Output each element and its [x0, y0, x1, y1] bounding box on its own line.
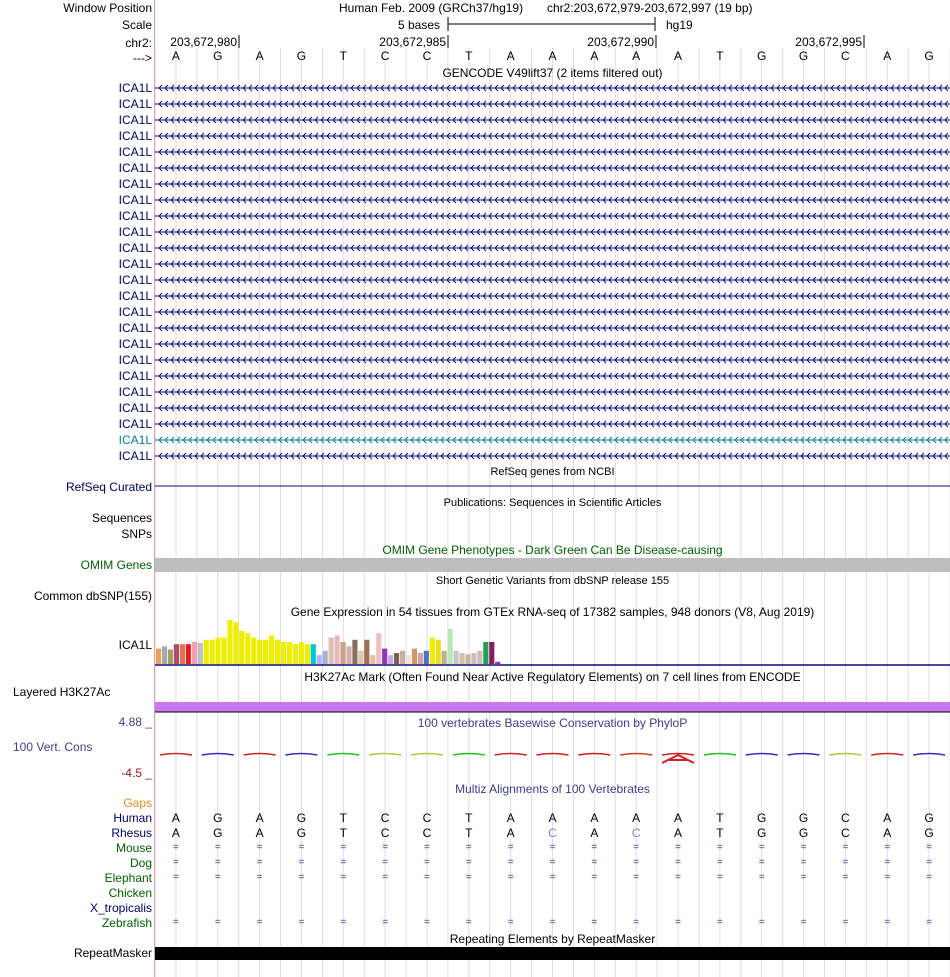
align-base: =: [758, 872, 765, 883]
align-base: =: [758, 842, 765, 853]
align-base: G: [213, 826, 223, 840]
align-base: =: [716, 872, 723, 883]
base-3: G: [296, 49, 307, 63]
align-base: C: [631, 826, 641, 840]
species-label-rhesus[interactable]: Rhesus: [111, 826, 152, 840]
gencode-item-label[interactable]: ICA1L: [118, 257, 152, 271]
align-base: =: [884, 857, 891, 868]
align-base: =: [172, 842, 179, 853]
omim-label[interactable]: OMIM Genes: [80, 558, 152, 572]
omim-band[interactable]: [155, 558, 950, 572]
align-base: C: [841, 826, 850, 840]
align-base: =: [172, 917, 179, 928]
base-10: A: [590, 49, 599, 63]
align-base: =: [716, 842, 723, 853]
scale-text: 5 bases: [398, 18, 441, 32]
species-label-mouse[interactable]: Mouse: [115, 841, 152, 855]
gtex-bar[interactable]: [430, 638, 435, 664]
gencode-item-label[interactable]: ICA1L: [118, 113, 152, 127]
align-base: =: [633, 872, 640, 883]
base-0: A: [171, 49, 180, 63]
align-base: =: [214, 872, 221, 883]
base-13: T: [716, 49, 724, 63]
gencode-item-label[interactable]: ICA1L: [118, 161, 152, 175]
align-base: =: [549, 872, 556, 883]
species-label-zebrafish[interactable]: Zebrafish: [101, 916, 152, 930]
gencode-item-label[interactable]: ICA1L: [118, 81, 152, 95]
align-base: =: [926, 917, 932, 928]
align-base: =: [675, 917, 681, 928]
align-base: =: [675, 857, 681, 868]
align-base: =: [298, 872, 305, 883]
gencode-item-label[interactable]: ICA1L: [118, 369, 152, 383]
gencode-item-label[interactable]: ICA1L: [118, 337, 152, 351]
pubs-track-title[interactable]: Publications: Sequences in Scientific Articles: [443, 497, 662, 509]
align-base: =: [884, 872, 891, 883]
gtex-bar[interactable]: [216, 638, 221, 664]
gencode-item-label[interactable]: ICA1L: [118, 145, 152, 159]
gtex-bar[interactable]: [394, 653, 399, 664]
rmsk-track-title[interactable]: Repeating Elements by RepeatMasker: [449, 932, 656, 946]
position-tick-label: 203,672,985: [379, 35, 446, 49]
gtex-bar[interactable]: [477, 651, 482, 664]
align-base: =: [633, 857, 640, 868]
align-base: A: [632, 811, 641, 825]
align-base: =: [800, 842, 807, 853]
align-base: =: [591, 842, 598, 853]
align-base: C: [422, 811, 432, 825]
gencode-item-label[interactable]: ICA1L: [118, 241, 152, 255]
align-base: G: [924, 826, 934, 840]
align-base: =: [424, 857, 430, 868]
gtex-bar[interactable]: [400, 651, 405, 664]
align-base: =: [424, 842, 430, 853]
align-base: =: [800, 857, 807, 868]
h3k27ac-signal[interactable]: [155, 702, 950, 712]
gencode-item-label[interactable]: ICA1L: [118, 193, 152, 207]
gtex-bar[interactable]: [454, 651, 459, 664]
align-base: =: [926, 842, 932, 853]
gtex-bar[interactable]: [388, 655, 393, 664]
align-base: =: [884, 917, 891, 928]
align-base: A: [506, 811, 515, 825]
gtex-bar[interactable]: [156, 649, 161, 664]
assembly-title: Human Feb. 2009 (GRCh37/hg19): [339, 1, 524, 15]
align-base: =: [256, 872, 263, 883]
gtex-bar[interactable]: [317, 655, 322, 664]
gtex-bar[interactable]: [287, 642, 292, 664]
species-label-dog[interactable]: Dog: [129, 856, 152, 870]
align-base: T: [716, 811, 724, 825]
base-12: A: [674, 49, 683, 63]
cons-track-title[interactable]: 100 vertebrates Basewise Conservation by PhyloP: [417, 716, 688, 730]
align-base: T: [465, 826, 473, 840]
sequences-label: Sequences: [91, 511, 152, 525]
gaps-label: Gaps: [123, 796, 152, 810]
gtex-bar[interactable]: [174, 644, 179, 664]
align-base: =: [758, 857, 765, 868]
align-base: C: [548, 826, 557, 840]
refseq-track-title[interactable]: RefSeq genes from NCBI: [490, 466, 615, 478]
align-base: =: [507, 872, 514, 883]
align-base: =: [340, 917, 347, 928]
align-base: =: [591, 917, 598, 928]
align-base: =: [549, 842, 556, 853]
gencode-item-label[interactable]: ICA1L: [118, 433, 152, 447]
gtex-bar[interactable]: [442, 651, 447, 664]
gtex-bar[interactable]: [221, 638, 226, 664]
align-base: =: [382, 917, 389, 928]
align-base: =: [382, 872, 389, 883]
gtex-bar[interactable]: [281, 642, 286, 664]
gtex-bar[interactable]: [358, 651, 363, 664]
align-base: =: [214, 917, 221, 928]
gtex-bar[interactable]: [275, 640, 280, 664]
gtex-bar[interactable]: [340, 642, 345, 664]
species-label-x_tropicalis[interactable]: X_tropicalis: [89, 901, 152, 915]
align-base: A: [883, 826, 892, 840]
align-base: C: [380, 826, 390, 840]
align-base: =: [340, 857, 347, 868]
base-6: C: [422, 49, 432, 63]
gtex-bar[interactable]: [465, 654, 470, 664]
omim-track-title[interactable]: OMIM Gene Phenotypes - Dark Green Can Be Disease-causing: [382, 543, 723, 557]
align-base: =: [256, 857, 263, 868]
align-base: =: [675, 842, 681, 853]
align-base: =: [926, 857, 932, 868]
gtex-bar[interactable]: [370, 655, 375, 664]
align-base: =: [800, 872, 807, 883]
base-9: A: [548, 49, 557, 63]
gtex-bar[interactable]: [245, 633, 250, 664]
refseq-label[interactable]: RefSeq Curated: [65, 480, 152, 494]
align-base: =: [465, 872, 472, 883]
gtex-bar[interactable]: [198, 643, 203, 664]
gtex-bar[interactable]: [269, 635, 274, 664]
gtex-bar[interactable]: [329, 638, 334, 664]
gtex-bar[interactable]: [495, 662, 500, 664]
strand-label: --->: [133, 51, 152, 65]
gtex-bar[interactable]: [305, 644, 310, 664]
gtex-bar[interactable]: [376, 633, 381, 664]
species-label-chicken[interactable]: Chicken: [108, 886, 152, 900]
species-label-elephant[interactable]: Elephant: [104, 871, 152, 885]
align-base: =: [340, 872, 347, 883]
gtex-bar[interactable]: [239, 631, 244, 664]
align-base: =: [842, 857, 849, 868]
align-base: =: [256, 842, 263, 853]
gtex-bar[interactable]: [436, 640, 441, 664]
base-5: C: [380, 49, 390, 63]
align-base: =: [298, 857, 305, 868]
gtex-bar[interactable]: [364, 640, 369, 664]
track-label-column: [0, 0, 154, 977]
gencode-item-label[interactable]: ICA1L: [118, 385, 152, 399]
align-base: =: [382, 857, 389, 868]
gencode-item-label[interactable]: ICA1L: [118, 209, 152, 223]
align-base: =: [256, 917, 263, 928]
gtex-bar[interactable]: [352, 640, 357, 664]
align-base: =: [465, 842, 472, 853]
align-base: A: [171, 826, 180, 840]
align-base: =: [716, 917, 723, 928]
cons-min-label: -4.5 _: [121, 766, 152, 780]
align-base: A: [506, 826, 515, 840]
base-8: A: [506, 49, 515, 63]
align-base: G: [798, 826, 809, 840]
gtex-bar[interactable]: [162, 646, 167, 664]
align-base: C: [422, 826, 432, 840]
gencode-item-label[interactable]: ICA1L: [118, 273, 152, 287]
gtex-bar[interactable]: [192, 642, 197, 664]
gtex-bar[interactable]: [227, 620, 232, 664]
align-base: A: [590, 826, 599, 840]
gtex-bar[interactable]: [412, 649, 417, 664]
repeat-element[interactable]: [155, 947, 950, 960]
align-base: =: [549, 857, 556, 868]
gtex-bar[interactable]: [346, 646, 351, 664]
cons-max-label: 4.88 _: [118, 715, 152, 729]
align-base: =: [591, 857, 598, 868]
gtex-bar[interactable]: [418, 653, 423, 664]
gtex-bar[interactable]: [323, 651, 328, 664]
scale-db: hg19: [666, 18, 693, 32]
multiz-track-title[interactable]: Multiz Alignments of 100 Vertebrates: [455, 782, 650, 796]
base-4: T: [339, 49, 347, 63]
base-1: G: [213, 49, 223, 63]
align-base: A: [883, 811, 892, 825]
align-base: =: [424, 917, 430, 928]
h3k27ac-track-title[interactable]: H3K27Ac Mark (Often Found Near Active Regulatory Elements) on 7 cell lines from ENCODE: [304, 670, 801, 684]
gencode-item-label[interactable]: ICA1L: [118, 129, 152, 143]
align-base: A: [171, 811, 180, 825]
base-11: A: [632, 49, 641, 63]
align-base: =: [926, 872, 932, 883]
dbsnp-label: Common dbSNP(155): [33, 589, 152, 603]
gtex-bar[interactable]: [483, 642, 488, 664]
base-18: G: [924, 49, 934, 63]
align-base: A: [255, 826, 264, 840]
gencode-item-label[interactable]: ICA1L: [118, 225, 152, 239]
gtex-bar[interactable]: [471, 653, 476, 664]
align-base: =: [298, 842, 305, 853]
align-base: =: [842, 917, 849, 928]
gtex-gene-label[interactable]: ICA1L: [118, 638, 152, 652]
align-base: G: [757, 826, 767, 840]
align-base: =: [716, 857, 723, 868]
align-base: G: [296, 826, 307, 840]
gencode-item-label[interactable]: ICA1L: [118, 353, 152, 367]
base-7: T: [465, 49, 473, 63]
species-label-human[interactable]: Human: [113, 811, 152, 825]
align-base: =: [172, 857, 179, 868]
align-base: =: [507, 917, 514, 928]
align-base: =: [549, 917, 556, 928]
align-base: A: [590, 811, 599, 825]
align-base: =: [465, 857, 472, 868]
align-base: T: [339, 826, 347, 840]
track-image[interactable]: [155, 0, 950, 977]
gtex-bar[interactable]: [406, 655, 411, 664]
position-tick-label: 203,672,995: [795, 35, 862, 49]
align-base: =: [800, 917, 807, 928]
gtex-bar[interactable]: [263, 640, 268, 664]
gtex-bar[interactable]: [257, 640, 262, 664]
gencode-track-title[interactable]: GENCODE V49lift37 (2 items filtered out): [442, 66, 663, 80]
align-base: =: [172, 872, 179, 883]
cons-label: 100 Vert. Cons: [13, 740, 93, 754]
position-tick-label: 203,672,990: [587, 35, 654, 49]
base-14: G: [757, 49, 767, 63]
align-base: A: [674, 811, 683, 825]
align-base: =: [507, 857, 514, 868]
gencode-item-label[interactable]: ICA1L: [118, 401, 152, 415]
gtex-bar[interactable]: [293, 644, 298, 664]
align-base: =: [465, 917, 472, 928]
chrom-label: chr2:: [125, 36, 152, 50]
gtex-bar[interactable]: [186, 644, 191, 664]
h3k27ac-label: Layered H3K27Ac: [13, 685, 111, 699]
base-17: A: [883, 49, 892, 63]
position-title: chr2:203,672,979-203,672,997 (19 bp): [547, 1, 753, 15]
align-base: =: [591, 872, 598, 883]
gtex-bar[interactable]: [168, 649, 173, 664]
gtex-bar[interactable]: [382, 649, 387, 664]
align-base: =: [214, 857, 221, 868]
gencode-item-label[interactable]: ICA1L: [118, 417, 152, 431]
base-15: G: [798, 49, 809, 63]
window-position-label: Window Position: [63, 1, 152, 15]
align-base: T: [339, 811, 347, 825]
gtex-bar[interactable]: [299, 642, 304, 664]
align-base: =: [758, 917, 765, 928]
align-base: =: [842, 872, 849, 883]
gtex-bar[interactable]: [233, 622, 238, 664]
gencode-item-label[interactable]: ICA1L: [118, 321, 152, 335]
align-base: T: [716, 826, 724, 840]
align-base: =: [675, 872, 681, 883]
align-base: =: [382, 842, 389, 853]
gtex-bar[interactable]: [180, 644, 185, 664]
gencode-item-label[interactable]: ICA1L: [118, 177, 152, 191]
align-base: =: [633, 842, 640, 853]
align-base: =: [842, 842, 849, 853]
align-base: C: [841, 811, 850, 825]
align-base: A: [255, 811, 264, 825]
gtex-bar[interactable]: [448, 629, 453, 664]
align-base: =: [340, 842, 347, 853]
align-base: =: [298, 917, 305, 928]
gtex-bar[interactable]: [335, 635, 340, 664]
align-base: =: [633, 917, 640, 928]
align-base: G: [213, 811, 223, 825]
align-base: T: [465, 811, 473, 825]
gtex-bar[interactable]: [424, 651, 429, 664]
gtex-bar[interactable]: [210, 640, 215, 664]
gencode-item-label[interactable]: ICA1L: [118, 305, 152, 319]
gencode-item-label[interactable]: ICA1L: [118, 289, 152, 303]
align-base: G: [757, 811, 767, 825]
align-base: G: [924, 811, 934, 825]
rmsk-label: RepeatMasker: [73, 946, 152, 960]
gtex-bar[interactable]: [489, 642, 494, 664]
gtex-bar[interactable]: [311, 644, 316, 664]
align-base: =: [884, 842, 891, 853]
align-base: =: [214, 842, 221, 853]
dbsnp-track-title[interactable]: Short Genetic Variants from dbSNP release 155: [435, 575, 670, 587]
align-base: A: [674, 826, 683, 840]
align-base: G: [798, 811, 809, 825]
align-base: A: [548, 811, 557, 825]
gtex-bar[interactable]: [459, 653, 464, 664]
gtex-bar[interactable]: [204, 640, 209, 664]
align-base: =: [507, 842, 514, 853]
base-2: A: [255, 49, 264, 63]
align-base: G: [296, 811, 307, 825]
scale-label: Scale: [121, 18, 152, 32]
base-16: C: [841, 49, 850, 63]
gtex-track-title[interactable]: Gene Expression in 54 tissues from GTEx RNA-seq of 17382 samples, 948 donors (V8, Aug 2019): [290, 605, 815, 619]
gencode-item-label[interactable]: ICA1L: [118, 97, 152, 111]
gtex-bar[interactable]: [251, 638, 256, 664]
position-tick-label: 203,672,980: [170, 35, 237, 49]
align-base: =: [424, 872, 430, 883]
gencode-item-label[interactable]: ICA1L: [118, 449, 152, 463]
snps-label: SNPs: [121, 527, 152, 541]
align-base: C: [380, 811, 390, 825]
